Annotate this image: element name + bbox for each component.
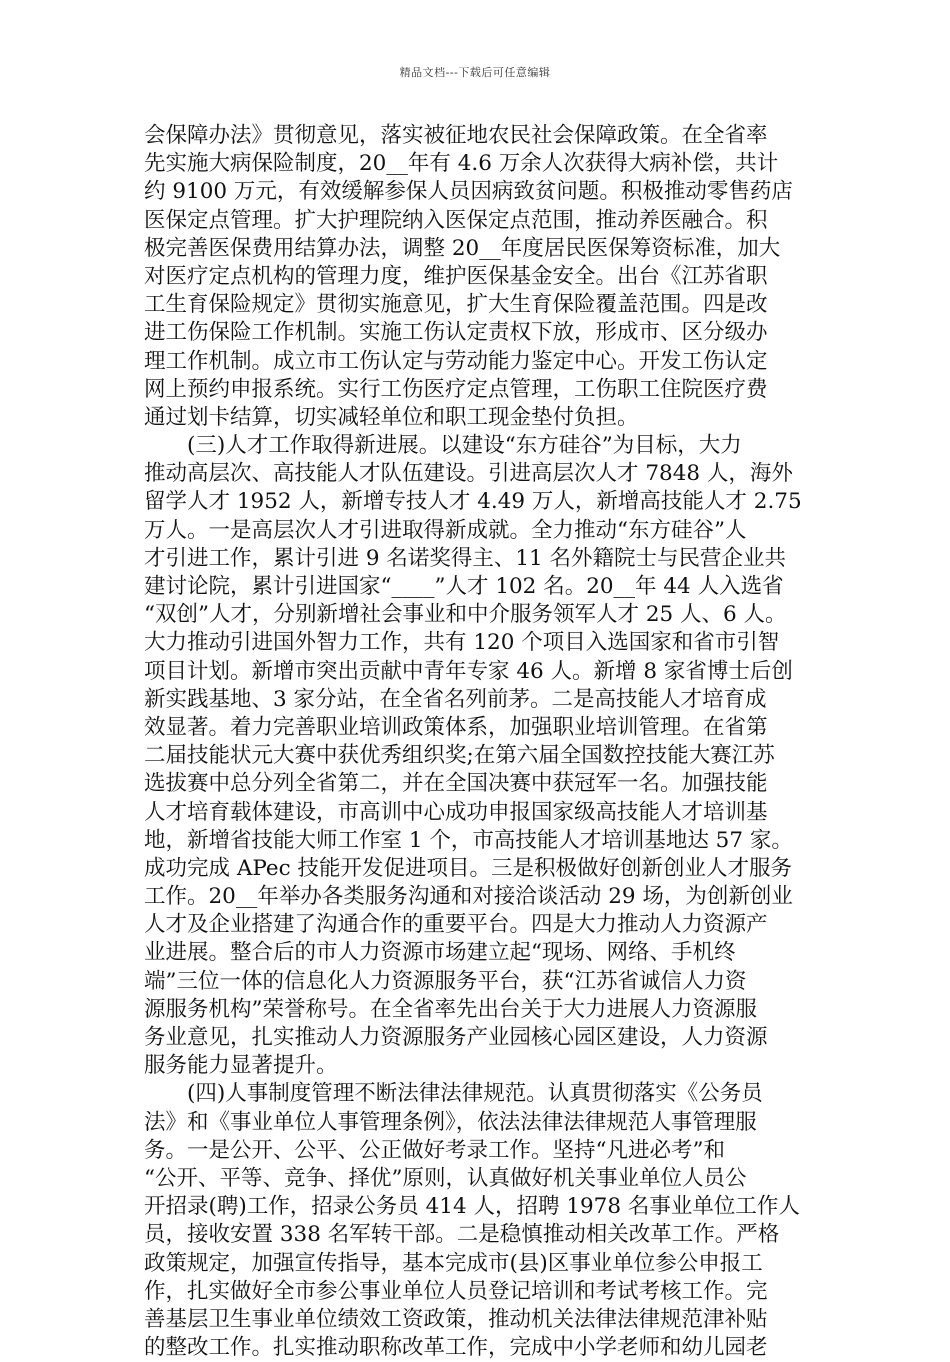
text-line: 员，接收安置 338 名军转干部。二是稳慎推动相关改革工作。严格 (144, 1222, 780, 1248)
page-header: 精品文档---下载后可任意编辑 (399, 66, 551, 79)
text-line: 对医疗定点机构的管理力度，维护医保基金安全。出台《江苏省职 (144, 263, 768, 289)
text-line: 服务能力显著提升。 (144, 1053, 338, 1079)
text-line: 成功完成 APec 技能开发促进项目。三是积极做好创新创业人才服务 (144, 855, 792, 881)
text-line: 作，扎实做好全市参公事业单位人员登记培训和考试考核工作。完 (144, 1278, 768, 1304)
text-line: 极完善医保费用结算办法，调整 20__年度居民医保筹资标准，加大 (144, 235, 781, 261)
text-line: 地，新增省技能大师工作室 1 个，市高技能人才培训基地达 57 家。 (144, 827, 793, 853)
text-line: 端”三位一体的信息化人力资源服务平台，获“江苏省诚信人力资 (144, 968, 747, 994)
text-line: 效显著。着力完善职业培训政策体系，加强职业培训管理。在省第 (144, 714, 768, 740)
text-line: 项目计划。新增市突出贡献中青年专家 46 人。新增 8 家省博士后创 (144, 658, 793, 684)
text-line: 医保定点管理。扩大护理院纳入医保定点范围，推动养医融合。积 (144, 207, 768, 233)
text-line: 建讨论院，累计引进国家“____”人才 102 名。20__年 44 人入选省 (144, 574, 784, 599)
text-line: 会保障办法》贯彻意见，落实被征地农民社会保障政策。在全省率 (144, 123, 768, 148)
text-line: 网上预约申报系统。实行工伤医疗定点管理，工伤职工住院医疗费 (144, 376, 768, 402)
text-line: 工生育保险规定》贯彻实施意见，扩大生育保险覆盖范围。四是改 (144, 292, 768, 318)
text-line: 才引进工作，累计引进 9 名诺奖得主、11 名外籍院士与民营企业共 (144, 545, 787, 571)
text-line: 人才培育载体建设，市高训中心成功申报国家级高技能人才培训基 (144, 799, 768, 825)
text-line: 推动高层次、高技能人才队伍建设。引进高层次人才 7848 人，海外 (144, 461, 793, 487)
text-line: 开招录(聘)工作，招录公务员 414 人，招聘 1978 名事业单位工作人 (144, 1194, 800, 1220)
text-line: 善基层卫生事业单位绩效工资政策，推动机关法律法律规范津补贴 (144, 1306, 768, 1332)
text-line: “双创”人才，分别新增社会事业和中介服务领军人才 25 人、6 人。 (144, 602, 787, 628)
text-line: 选拔赛中总分列全省第二，并在全国决赛中获冠军一名。加强技能 (144, 771, 768, 797)
text-line: 留学人才 1952 人，新增专技人才 4.49 万人，新增高技能人才 2.75 (144, 489, 802, 515)
text-line: 约 9100 万元，有效缓解参保人员因病致贫问题。积极推动零售药店 (144, 179, 793, 205)
text-line: 二届技能状元大赛中获优秀组织奖;在第六届全国数控技能大赛江苏 (144, 743, 775, 769)
text-line: 进工伤保险工作机制。实施工伤认定责权下放，形成市、区分级办 (144, 320, 768, 346)
text-line: 先实施大病保险制度，20__年有 4.6 万余人次获得大病补偿，共计 (144, 151, 779, 177)
text-line: 政策规定，加强宣传指导，基本完成市(县)区事业单位参公申报工 (144, 1250, 763, 1276)
text-line: 新实践基地、3 家分站，在全省名列前茅。二是高技能人才培育成 (144, 686, 767, 712)
text-line: “公开、平等、竞争、择优”原则，认真做好机关事业单位人员公 (144, 1165, 747, 1191)
text-line: 万人。一是高层次人才引进取得新成就。全力推动“东方硅谷”人 (144, 517, 747, 543)
text-line: (三)人才工作取得新进展。以建设“东方硅谷”为目标，大力 (144, 433, 742, 459)
text-line: 大力推动引进国外智力工作，共有 120 个项目入选国家和省市引智 (144, 630, 780, 656)
text-line: (四)人事制度管理不断法律法律规范。认真贯彻落实《公务员 (144, 1081, 763, 1107)
text-line: 源服务机构”荣誉称号。在全省率先出台关于大力进展人力资源服 (144, 996, 757, 1022)
text-line: 理工作机制。成立市工伤认定与劳动能力鉴定中心。开发工伤认定 (144, 348, 768, 374)
document-body (144, 122, 809, 1362)
text-line: 通过划卡结算，切实减轻单位和职工现金垫付负担。 (144, 404, 639, 430)
text-line: 法》和《事业单位人事管理条例》，依法法律法律规范人事管理服 (144, 1109, 757, 1135)
text-line: 务业意见，扎实推动人力资源服务产业园核心园区建设，人力资源 (144, 1025, 768, 1050)
text-line: 务。一是公开、公平、公正做好考录工作。坚持“凡进必考”和 (144, 1137, 725, 1163)
text-line: 工作。20__年举办各类服务沟通和对接洽谈活动 29 场，为创新创业 (144, 884, 793, 910)
text-line: 人才及企业搭建了沟通合作的重要平台。四是大力推动人力资源产 (144, 912, 768, 938)
text-line: 业进展。整合后的市人力资源市场建立起“现场、网络、手机终 (144, 940, 736, 966)
text-line: 的整改工作。扎实推动职称改革工作，完成中小学老师和幼儿园老 (144, 1335, 768, 1361)
